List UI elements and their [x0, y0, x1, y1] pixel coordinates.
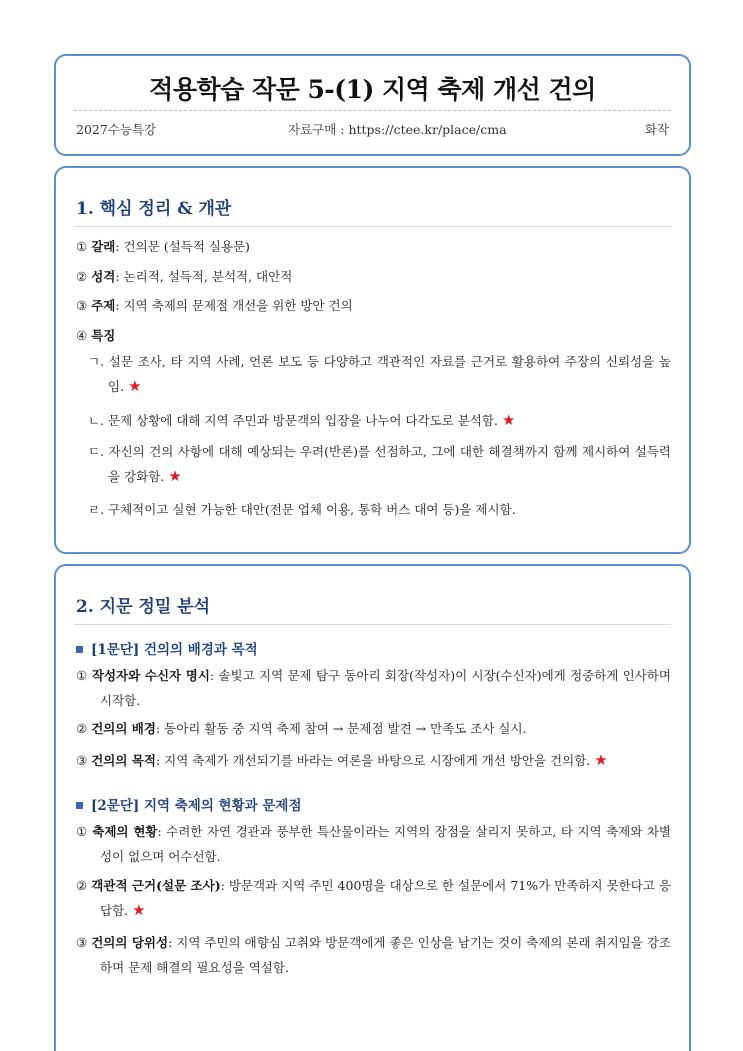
- feature-text: ㄴ. 문제 상황에 대해 지역 주민과 방문객의 입장을 나누어 다각도로 분석함.: [88, 413, 498, 428]
- analysis-item: [76, 748, 671, 773]
- item-text: : 방문객과 지역 주민 400명을 대상으로 한 설문에서 71%가 만족하지 못한다고 응답함.: [100, 878, 671, 918]
- item-text: : 솔빛고 지역 문제 탐구 동아리 회장(작성자)이 시장(수신자)에게 정중하게 인사하며 시작함.: [100, 668, 671, 708]
- paragraph-heading: [76, 638, 671, 658]
- analysis-item: [76, 663, 671, 713]
- overview-features: [76, 323, 671, 348]
- item-marker: ②: [76, 878, 88, 893]
- item-marker: ②: [76, 269, 88, 284]
- item-label: 건의의 당위성: [91, 935, 169, 950]
- header-divider: [74, 110, 671, 111]
- item-label: 작성자와 수신자 명시: [91, 668, 210, 683]
- item-label: 특징: [91, 328, 116, 343]
- item-marker: ①: [76, 668, 88, 683]
- section-overview: [54, 166, 691, 554]
- item-text: : 지역 주민의 애향심 고취와 방문객에게 좋은 인상을 남기는 것이 축제의 본래 취지임을 강조하며 문제 해결의 필요성을 역설함.: [100, 935, 671, 975]
- paragraph-heading-text: [1문단] 건의의 배경과 목적: [91, 642, 258, 658]
- item-label: 성격: [91, 269, 116, 284]
- feature-text: ㄷ. 자신의 건의 사항에 대해 예상되는 우려(반론)를 선점하고, 그에 대한 해결책까지 함께 제시하여 설득력을 강화함.: [88, 444, 671, 484]
- feature-text: ㄱ. 설문 조사, 타 지역 사례, 언론 보도 등 다양하고 객관적인 자료를 근거로 활용하여 주장의 신뢰성을 높임.: [88, 354, 671, 394]
- analysis-item: [76, 930, 671, 980]
- item-text: : 지역 축제가 개선되기를 바라는 여론을 바탕으로 시장에게 개선 방안을 건의함.: [155, 753, 591, 768]
- item-text: : 동아리 활동 중 지역 축제 참여 → 문제점 발견 → 만족도 조사 실시.: [155, 721, 527, 736]
- header-subject: 화작: [644, 122, 669, 137]
- item-label: 건의의 배경: [91, 721, 156, 736]
- feature-text: ㄹ. 구체적이고 실현 가능한 대안(전문 업체 이용, 통학 버스 대여 등)을 제시함.: [88, 502, 516, 517]
- feature-item: [88, 497, 671, 522]
- analysis-item: [76, 819, 671, 869]
- header-purchase-link[interactable]: 자료구매 : https://ctee.kr/place/cma: [288, 122, 507, 137]
- item-marker: ②: [76, 721, 88, 736]
- star-icon: ★: [501, 411, 516, 429]
- page-title: 적용학습 작문 5-(1) 지역 축제 개선 건의: [149, 75, 596, 104]
- overview-genre: [76, 234, 671, 259]
- header-book-name: 2027수능특강: [76, 122, 157, 137]
- square-bullet-icon: [76, 646, 83, 653]
- header-box: [54, 54, 691, 156]
- item-marker: ③: [76, 298, 88, 313]
- item-text: : 수려한 자연 경관과 풍부한 특산물이라는 지역의 장점을 살리지 못하고, 타 지역 축제와 차별성이 없으며 어수선함.: [100, 824, 671, 864]
- item-label: 객관적 근거(설문 조사): [91, 878, 221, 893]
- section-title: 2. 지문 정밀 분석: [76, 597, 211, 617]
- item-marker: ①: [76, 824, 88, 839]
- item-label: 축제의 현황: [92, 824, 158, 839]
- item-marker: ③: [76, 935, 88, 950]
- analysis-item: [76, 716, 671, 741]
- item-text: : 논리적, 설득적, 분석적, 대안적: [115, 269, 293, 284]
- item-label: 주제: [91, 298, 116, 313]
- section-title: 1. 핵심 정리 & 개관: [76, 199, 232, 219]
- star-icon: ★: [132, 901, 146, 919]
- item-label: 갈래: [91, 239, 116, 254]
- feature-item: [88, 439, 671, 489]
- feature-item: [88, 408, 671, 433]
- item-marker: ①: [76, 239, 88, 254]
- section-divider: [74, 624, 671, 625]
- section-analysis: [54, 564, 691, 1051]
- paragraph-heading: [76, 794, 671, 814]
- overview-theme: [76, 293, 671, 318]
- section-divider: [74, 226, 671, 227]
- star-icon: ★: [594, 751, 608, 769]
- square-bullet-icon: [76, 802, 83, 809]
- star-icon: ★: [168, 467, 182, 485]
- item-text: : 건의문 (설득적 실용문): [115, 239, 250, 254]
- overview-nature: [76, 264, 671, 289]
- item-marker: ④: [76, 328, 88, 343]
- star-icon: ★: [128, 377, 142, 395]
- item-label: 건의의 목적: [91, 753, 156, 768]
- analysis-item: [76, 873, 671, 923]
- item-marker: ③: [76, 753, 88, 768]
- item-text: : 지역 축제의 문제점 개선을 위한 방안 건의: [115, 298, 353, 313]
- feature-item: [88, 349, 671, 399]
- paragraph-heading-text: [2문단] 지역 축제의 현황과 문제점: [91, 798, 302, 814]
